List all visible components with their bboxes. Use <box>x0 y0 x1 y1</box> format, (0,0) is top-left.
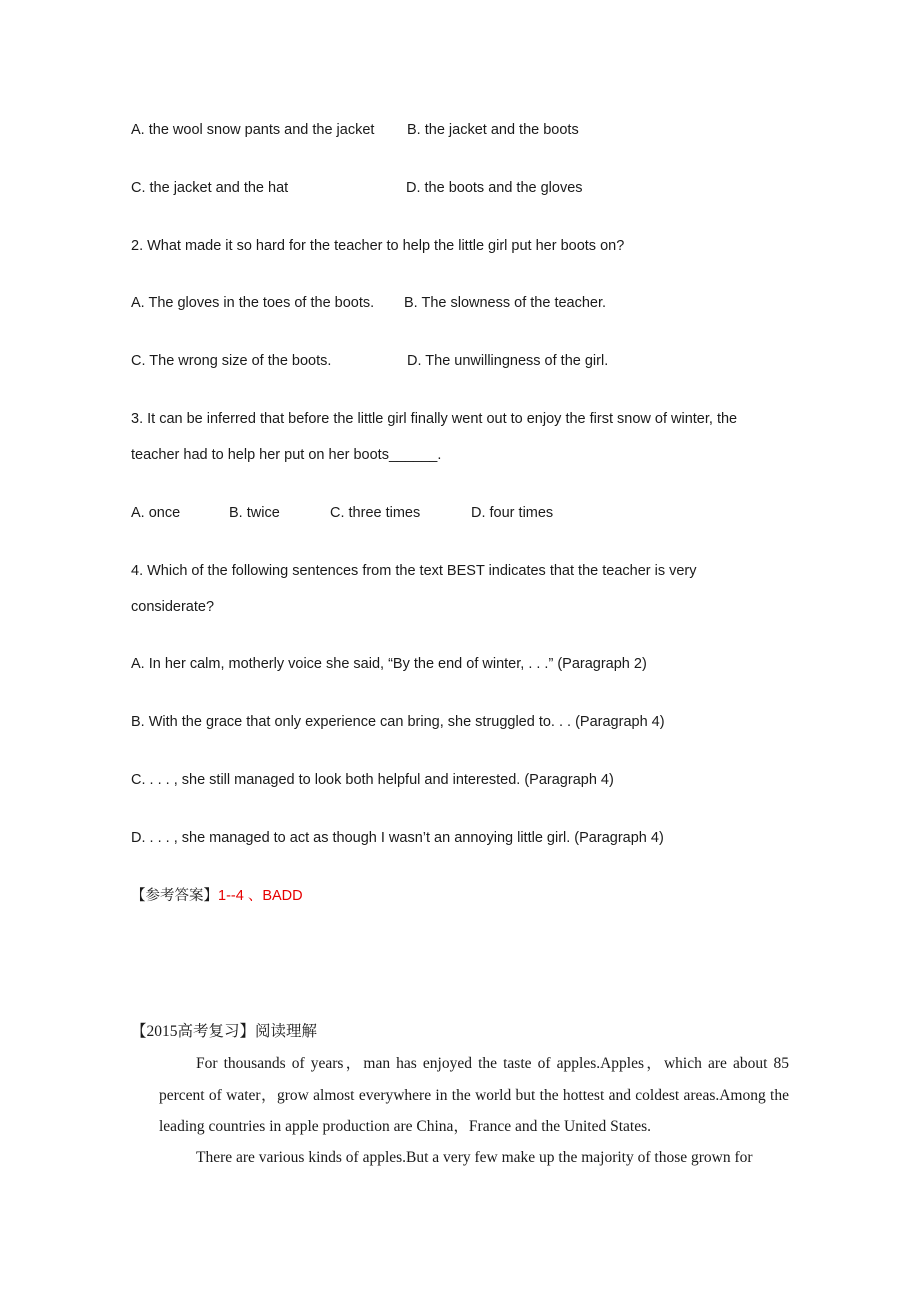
q4-question-line2: considerate? <box>131 599 215 615</box>
q4-question-line1: 4. Which of the following sentences from the text BEST indicates that the teacher is very <box>131 563 697 579</box>
q3-question-line1: 3. It can be inferred that before the little girl finally went out to enjoy the first snow of winter, the <box>131 411 738 427</box>
q3-question-line2: teacher had to help her put on her boots______. <box>131 447 442 463</box>
q4-option-d: D. . . . , she managed to act as though I wasn’t an annoying little girl. (Paragraph 4) <box>131 830 664 846</box>
q2-option-d: D. The unwillingness of the girl. <box>407 353 609 369</box>
q2-option-b: B. The slowness of the teacher. <box>404 295 607 311</box>
q2-option-a: A. The gloves in the toes of the boots. <box>131 295 375 311</box>
passage-paragraph-2: There are various kinds of apples.But a very few make up the majority of those grown for <box>196 1149 753 1166</box>
q4-option-b: B. With the grace that only experience can bring, she struggled to. . . (Paragraph 4) <box>131 714 665 730</box>
q3-option-d: D. four times <box>471 505 554 521</box>
q3-option-c: C. three times <box>330 505 421 521</box>
answer-label: 【参考答案】 <box>131 888 218 904</box>
answer-line <box>131 886 303 906</box>
answer-value: 1--4 、BADD <box>218 888 303 904</box>
q3-option-b: B. twice <box>229 505 280 521</box>
q1-option-c: C. the jacket and the hat <box>131 180 289 196</box>
q1-option-b: B. the jacket and the boots <box>407 122 579 138</box>
q2-question: 2. What made it so hard for the teacher to help the little girl put her boots on? <box>131 238 625 254</box>
q3-option-a: A. once <box>131 505 181 521</box>
section-heading: 【2015高考复习】阅读理解 <box>131 1023 318 1040</box>
q1-option-d: D. the boots and the gloves <box>406 180 583 196</box>
q1-option-a: A. the wool snow pants and the jacket <box>131 122 375 138</box>
passage-paragraph-1: For thousands of years，man has enjoyed the taste of apples.Apples，which are about 85 percent of water，grow almost everywhere in the world but the hottest and coldest areas.Among the leading countries in apple production are China，France and the United States. <box>159 1055 789 1135</box>
q2-option-c: C. The wrong size of the boots. <box>131 353 332 369</box>
q4-option-a: A. In her calm, motherly voice she said, “By the end of winter, . . .” (Paragraph 2) <box>131 656 647 672</box>
q4-option-c: C. . . . , she still managed to look both helpful and interested. (Paragraph 4) <box>131 772 614 788</box>
